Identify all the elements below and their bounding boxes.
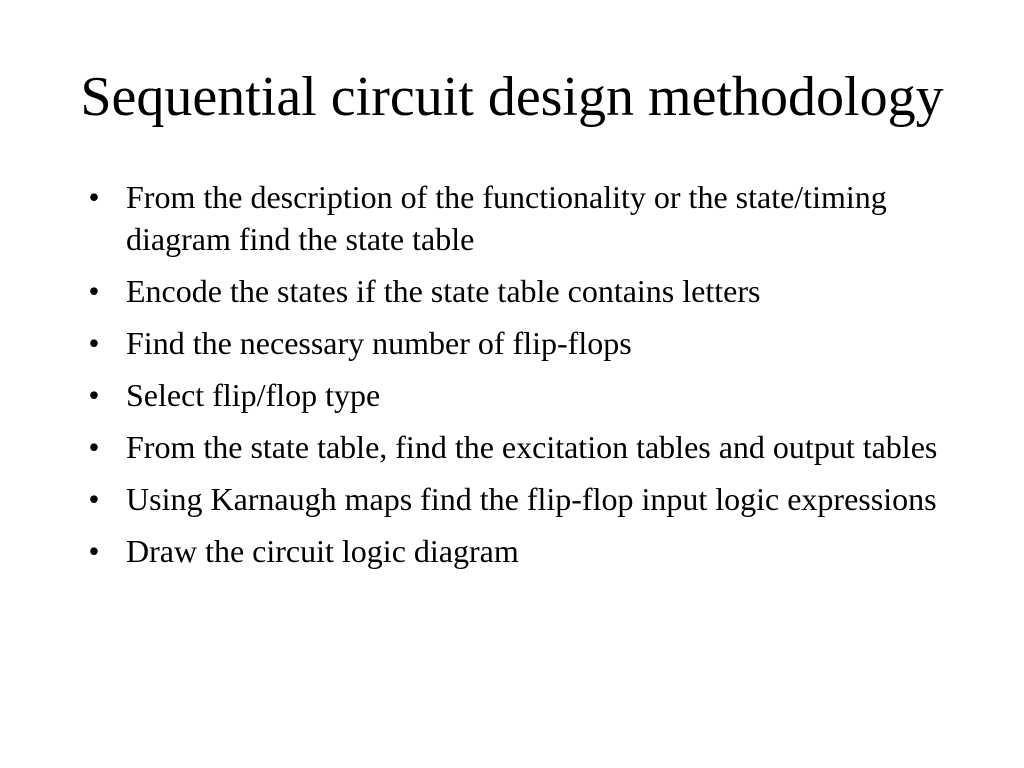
bullet-icon: • — [88, 377, 100, 413]
slide-title: Sequential circuit design methodology — [80, 66, 944, 128]
bullet-icon: • — [88, 273, 100, 309]
bullet-item — [84, 374, 944, 416]
bullet-item — [84, 176, 944, 260]
bullet-text: From the description of the functionality or the state/timing diagram find the state table — [126, 179, 887, 257]
bullet-icon: • — [88, 481, 100, 517]
bullet-list — [84, 176, 944, 582]
bullet-item — [84, 270, 944, 312]
bullet-item — [84, 426, 944, 468]
bullet-item — [84, 478, 944, 520]
bullet-text: Draw the circuit logic diagram — [126, 533, 519, 569]
bullet-icon: • — [88, 325, 100, 361]
bullet-text: Encode the states if the state table contains letters — [126, 273, 761, 309]
bullet-text: Select flip/flop type — [126, 377, 381, 413]
bullet-item — [84, 322, 944, 364]
bullet-text: Using Karnaugh maps find the flip-flop input logic expressions — [126, 481, 937, 517]
bullet-item — [84, 530, 944, 572]
bullet-icon: • — [88, 533, 100, 569]
bullet-icon: • — [88, 179, 100, 215]
bullet-icon: • — [88, 429, 100, 465]
bullet-text: Find the necessary number of flip-flops — [126, 325, 632, 361]
bullet-text: From the state table, find the excitation tables and output tables — [126, 429, 938, 465]
